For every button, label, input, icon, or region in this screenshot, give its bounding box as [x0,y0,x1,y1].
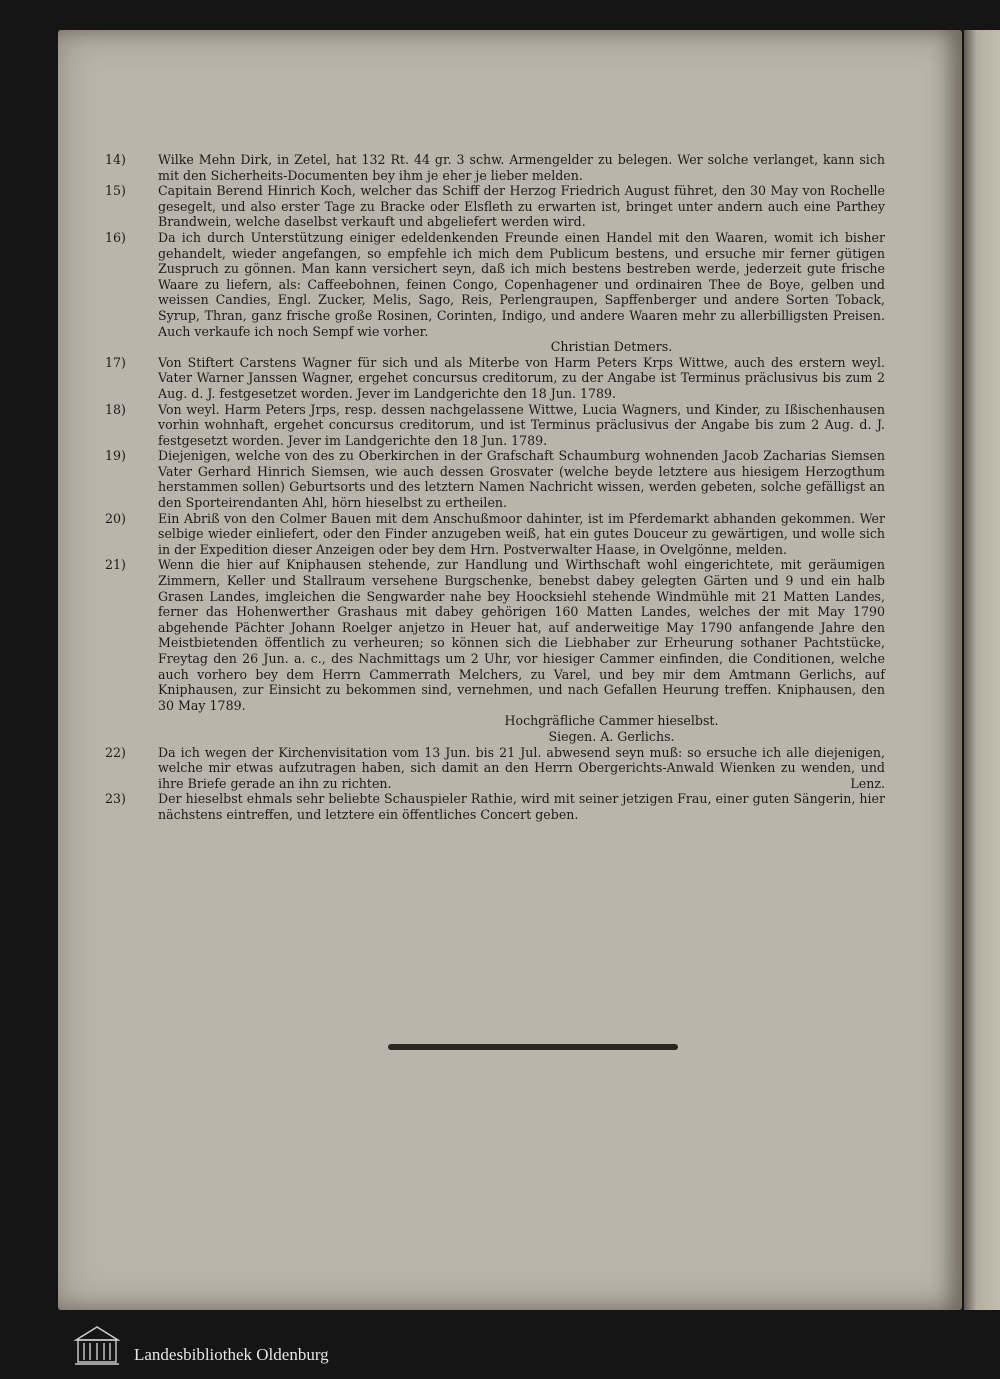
entry-23 [105,791,885,822]
signature: Hochgräfliche Cammer hieselbst. [504,713,719,729]
entry-number: 21) [105,557,126,573]
entry-19 [105,448,885,510]
entry-number: 15) [105,183,126,199]
entry-20 [105,511,885,558]
entry-text: Da ich durch Unterstützung einiger edeldenkenden Freunde einen Handel mit den Waaren, womit ich bisher gehandelt, wieder angefangen, so empfehle ich mich dem Publicum bestens, und ersuche mir ferner gütigen Zuspruch zu gönnen. Man kann versichert seyn, daß ich mich bestens bestreben werde, jederzeit gute frische Waare zu liefern, als: Caffeebohnen, feinen Congo, Copenhagener und ordinairen Thee de Boye, gelben und weissen Candies, Engl. Zucker, Melis, Sago, Reis, Perlengraupen, Sapffenberger und andere Sorten Toback, Syrup, Thran, ganz frische große Rosinen, Corinten, Indigo, und andere Waaren mehr zu allerbilligsten Preisen. Auch verkaufe ich noch Sempf wie vorher. [158,229,885,339]
entry-text: Capitain Berend Hinrich Koch, welcher das Schiff der Herzog Friedrich August führet, den 30 May von Rochelle gesegelt, und also erster Tage zu Bracke oder Elsfleth zu erwarten ist, bringet unter andern auch eine Parthey Brandwein, welche daselbst verkauft und abgeliefert werden wird. [158,183,885,230]
closing-rule [388,1044,678,1050]
entry-text: Der hieselbst ehmals sehr beliebte Schauspieler Rathie, wird mit seiner jetzigen Frau, einer guten Sängerin, hier nächstens eintreffen, und letztere ein öffentliches Concert geben. [158,791,885,822]
entry-number: 19) [105,448,126,464]
entry-17 [105,355,885,402]
document-text [105,152,885,823]
entry-number: 17) [105,354,126,370]
signature-inline: Lenz. [850,775,885,791]
entry-number: 22) [105,744,126,760]
entry-number: 20) [105,510,126,526]
signature: Christian Detmers. [550,339,673,355]
library-building-icon [74,1324,120,1366]
next-page-edge [964,30,1000,1310]
entry-text: Von weyl. Harm Peters Jrps, resp. dessen nachgelassene Wittwe, Lucia Wagners, und Kinder, zu Ißischenhausen vorhin wohnhaft, ergehet concursus creditorum, und ist Terminus präclusivus der Angabe bis zum 2 Aug. d. J. festgesetzt worden. Jever im Landgerichte den 18 Jun. 1789. [158,401,885,448]
entry-number: 18) [105,401,126,417]
entry-number: 23) [105,791,126,807]
entry-text: Wenn die hier auf Kniphausen stehende, zur Handlung und Wirthschaft wohl eingerichtete, mit geräumigen Zimmern, Keller und Stallraum versehene Burgschenke, benebst dabey gelegten Gärten und 9 und ein halb Grasen Landes, imgleichen die Sengwarder nahe bey Hoocksiehl stehende Windmühle mit 21 Matten Landes, ferner das Hohenwerther Grashaus mit dabey gehörigen 160 Matten Landes, welches der mit May 1790 abgehende Pächter Johann Roelger anjetzo in Heuer hat, auf anderweitige May 1790 anfangende Jahre den Meistbietenden öffentlich zu verheuren; so können sich die Liebhaber zur Erheurung sothaner Pachtstücke, Freytag den 26 Jun. a. c., des Nachmittags um 2 Uhr, vor hiesiger Cammer einfinden, die Conditionen, welche auch vorhero bey dem Herrn Cammerrath Melchers, zu Varel, und bey mir dem Amtmann Gerlichs, auf Kniphausen, zur Einsicht zu bekommen sind, vernehmen, und nach Gefallen Heurung treffen. Kniphausen, den 30 May 1789. [158,557,885,713]
entry-14 [105,152,885,183]
entry-21 [105,557,885,744]
entry-text: Da ich wegen der Kirchenvisitation vom 13 Jun. bis 21 Jul. abwesend seyn muß: so ersuche ich alle diejenigen, welche mir etwas aufzutragen haben, sich damit an den Herrn Obergerichts-Anwald Wienken zu wenden, und ihre Briefe gerade an ihn zu richten. [158,744,885,791]
library-name[interactable]: Landesbibliothek Oldenburg [134,1345,329,1364]
entry-15 [105,183,885,230]
entry-text: Von Stiftert Carstens Wagner für sich und als Miterbe von Harm Peters Krps Wittwe, auch des erstern weyl. Vater Warner Janssen Wagner, ergehet concursus creditorum, zu der Angabe ist Terminus präclusivus bis zum 2 Aug. d. J. festgesetzet worden. Jever im Landgerichte den 18 Jun. 1789. [158,354,885,401]
signature-second: Siegen. A. Gerlichs. [548,728,675,744]
entry-number: 16) [105,229,126,245]
entry-text: Wilke Mehn Dirk, in Zetel, hat 132 Rt. 44 gr. 3 schw. Armengelder zu belegen. Wer solche verlanget, kann sich mit den Sicherheits-Documenten bey ihm je eher je lieber melden. [158,152,885,183]
entry-18 [105,402,885,449]
entry-text: Diejenigen, welche von des zu Oberkirchen in der Grafschaft Schaumburg wohnenden Jacob Zacharias Siemsen Vater Gerhard Hinrich Siemsen, wie auch dessen Grosvater (welche beyde letztere aus hiesigem Herzogthum herstammen sollen) Geburtsorts und des letztern Namen Nachricht wissen, werden gebeten, solche gefälligst an den Sporteirendanten Ahl, hörn hieselbst zu ertheilen. [158,448,885,511]
entry-22 [105,745,885,792]
entry-text: Ein Abriß von den Colmer Bauen mit dem Anschußmoor dahinter, ist im Pferdemarkt abhanden gekommen. Wer selbige wieder einliefert, oder den Finder anzugeben weiß, hat ein gutes Douceur zu gewärtigen, und wolle sich in der Expedition dieser Anzeigen oder bey dem Hrn. Postverwalter Haase, in Ovelgönne, melden. [158,510,885,557]
entry-number: 14) [105,152,126,167]
entry-16 [105,230,885,355]
